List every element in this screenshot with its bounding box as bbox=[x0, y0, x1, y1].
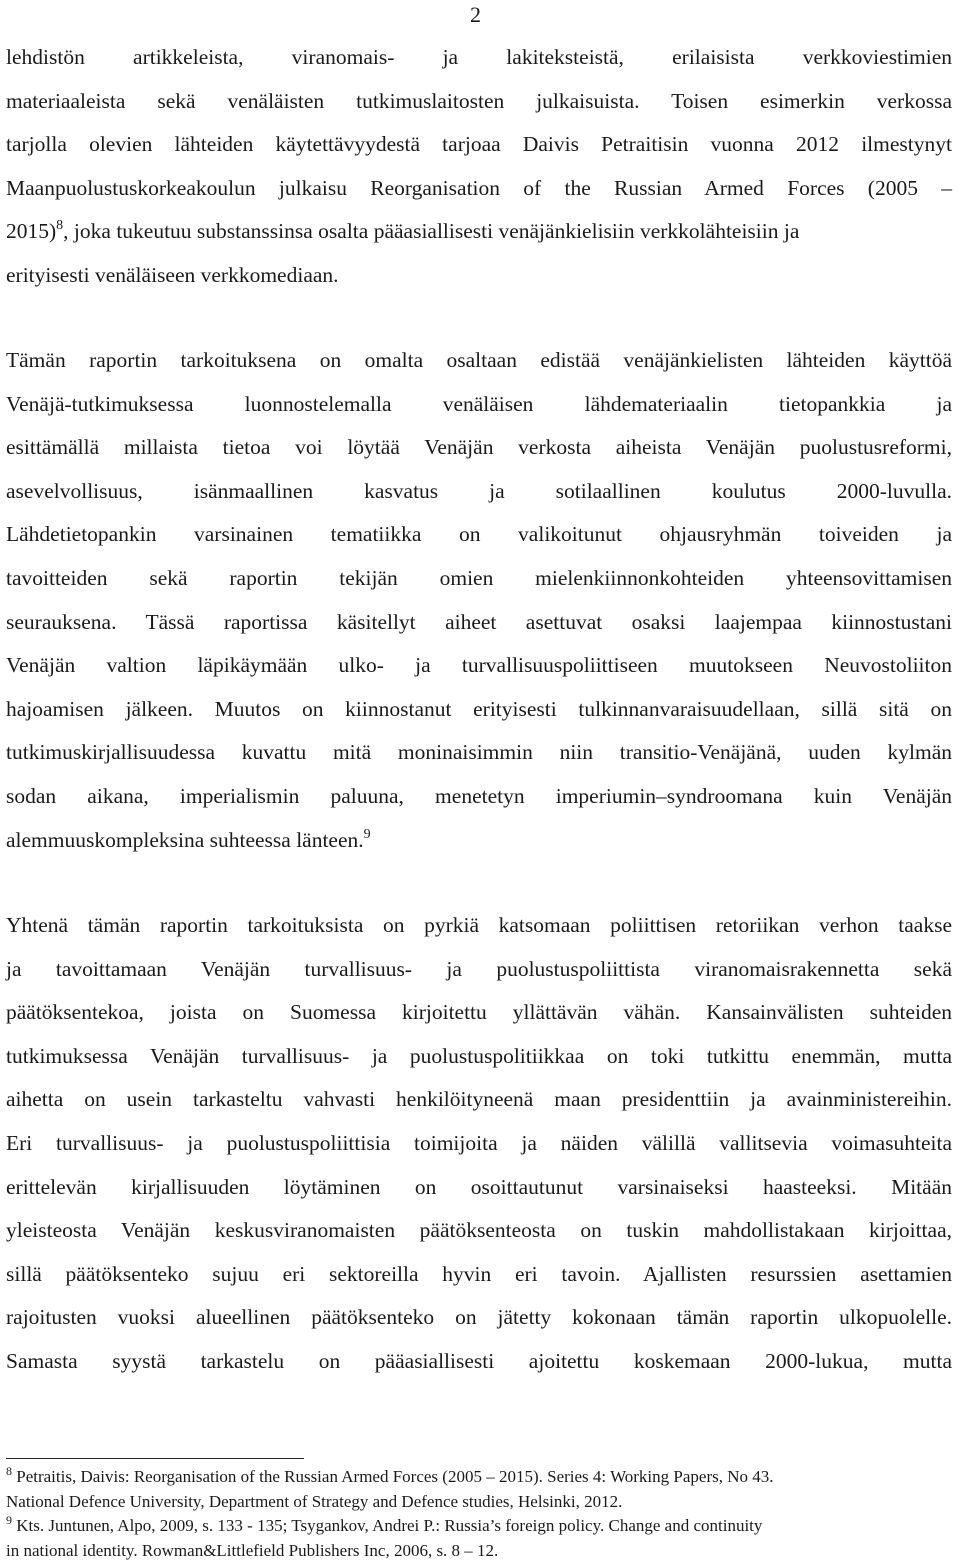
footnote-ref-9[interactable]: 9 bbox=[363, 826, 371, 842]
text-line: tarjolla olevien lähteiden käytettävyydestä tarjoaa Daivis Petraitisin vuonna 2012 ilmestynyt bbox=[6, 132, 952, 157]
text-line: rajoitusten vuoksi alueellinen päätöksenteko on jätetty kokonaan tämän raportin ulkopuolelle. bbox=[6, 1305, 952, 1330]
text-line bbox=[6, 819, 952, 863]
text-line: ja tavoittamaan Venäjän turvallisuus- ja puolustuspoliittista viranomaisrakennetta sekä bbox=[6, 956, 952, 981]
text-line: Venäjä-tutkimuksessa luonnostelemalla venäläisen lähdemateriaalin tietopankkia ja bbox=[6, 391, 952, 416]
text-line: tutkimuskirjallisuudessa kuvattu mitä moninaisimmin niin transitio-Venäjänä, uuden kylmän bbox=[6, 740, 952, 765]
text-line: hajoamisen jälkeen. Muutos on kiinnostanut erityisesti tulkinnanvaraisuudellaan, sillä sitä on bbox=[6, 696, 952, 721]
footnote-separator bbox=[6, 1458, 304, 1459]
text-line: esittämällä millaista tietoa voi löytää Venäjän verkosta aiheista Venäjän puolustusreformi, bbox=[6, 435, 952, 460]
footnote-text: in national identity. Rowman&Littlefield Publishers Inc, 2006, s. 8 – 12. bbox=[6, 1540, 499, 1560]
footnote-8 bbox=[6, 1465, 952, 1490]
text-line: Samasta syystä tarkastelu on pääasiallisesti ajoitettu koskemaan 2000-lukua, mutta bbox=[6, 1348, 952, 1373]
text-line: yleisteosta Venäjän keskusviranomaisten päätöksenteosta on tuskin mahdollistakaan kirjoittaa, bbox=[6, 1218, 952, 1243]
text-line: tutkimuksessa Venäjän turvallisuus- ja puolustuspolitiikkaa on toki tutkittu enemmän, mutta bbox=[6, 1043, 952, 1068]
footnote-text: National Defence University, Department of Strategy and Defence studies, Helsinki, 2012. bbox=[6, 1491, 623, 1511]
text-line: tavoitteiden sekä raportin tekijän omien mielenkiinnonkohteiden yhteensovittamisen bbox=[6, 565, 952, 590]
text-line: erityisesti venäläiseen verkkomediaan. bbox=[6, 262, 339, 287]
text-line: Tämän raportin tarkoituksena on omalta osaltaan edistää venäjänkielisten lähteiden käyttöä bbox=[6, 348, 952, 372]
footnote-9 bbox=[6, 1514, 952, 1539]
text-line: sillä päätöksenteko sujuu eri sektoreilla hyvin eri tavoin. Ajallisten resurssien asettamien bbox=[6, 1261, 952, 1286]
page-number: 2 bbox=[470, 2, 481, 27]
text-line: Yhtenä tämän raportin tarkoituksista on pyrkiä katsomaan poliittisen retoriikan verhon taakse bbox=[6, 913, 952, 937]
paragraph-2 bbox=[6, 339, 952, 862]
text-line: erittelevän kirjallisuuden löytäminen on osoittautunut varsinaiseksi haasteeksi. Mitään bbox=[6, 1174, 952, 1199]
text-line: materiaaleista sekä venäläisten tutkimuslaitosten julkaisuista. Toisen esimerkin verkossa bbox=[6, 88, 952, 113]
footnote-ref-8[interactable]: 8 bbox=[56, 218, 64, 234]
footnote-marker: 8 bbox=[6, 1464, 12, 1478]
text-line: Lähdetietopankin varsinainen tematiikka on valikoitunut ohjausryhmän toiveiden ja bbox=[6, 522, 952, 547]
text-line: Venäjän valtion läpikäymään ulko- ja turvallisuuspoliittiseen muutokseen Neuvostoliiton bbox=[6, 653, 952, 678]
footnote-text: Kts. Juntunen, Alpo, 2009, s. 133 - 135; Tsygankov, Andrei P.: Russia’s foreign policy. Change and continuity bbox=[16, 1516, 763, 1536]
text-line: aihetta on usein tarkasteltu vahvasti henkilöityneenä maan presidenttiin ja avainministereihin. bbox=[6, 1087, 952, 1112]
text-line: Maanpuolustuskorkeakoulun julkaisu Reorganisation of the Russian Armed Forces (2005 – bbox=[6, 175, 952, 200]
text-line: lehdistön artikkeleista, viranomais- ja lakiteksteistä, erilaisista verkkoviestimien bbox=[6, 45, 952, 69]
text-fragment: 2015) bbox=[6, 219, 57, 244]
footnote-marker: 9 bbox=[6, 1513, 12, 1528]
text-line: päätöksentekoa, joista on Suomessa kirjoitettu yllättävän vähän. Kansainvälisten suhteiden bbox=[6, 1000, 952, 1025]
text-line: sodan aikana, imperialismin paluuna, menetetyn imperiumin–syndroomana kuin Venäjän bbox=[6, 783, 952, 808]
text-fragment: alemmuuskompleksina suhteessa länteen. bbox=[6, 827, 364, 852]
text-line bbox=[6, 210, 952, 254]
text-line: asevelvollisuus, isänmaallinen kasvatus ja sotilaallinen koulutus 2000-luvulla. bbox=[6, 478, 952, 503]
text-line: seurauksena. Tässä raportissa käsitellyt aiheet asettuvat osaksi laajempaa kiinnostustani bbox=[6, 609, 952, 634]
footnotes bbox=[6, 1465, 952, 1563]
text-fragment: , joka tukeutuu substanssinsa osalta pääasiallisesti venäjänkielisiin verkkolähteisiin ja bbox=[63, 219, 800, 244]
footnote-text: Petraitis, Daivis: Reorganisation of the Russian Armed Forces (2005 – 2015). Series 4: Working Papers, No 43. bbox=[16, 1467, 774, 1486]
paragraph-3 bbox=[6, 904, 952, 1384]
text-line: Eri turvallisuus- ja puolustuspoliittisia toimijoita ja näiden välillä vallitsevia voimasuhteita bbox=[6, 1130, 952, 1155]
paragraph-1 bbox=[6, 36, 952, 298]
